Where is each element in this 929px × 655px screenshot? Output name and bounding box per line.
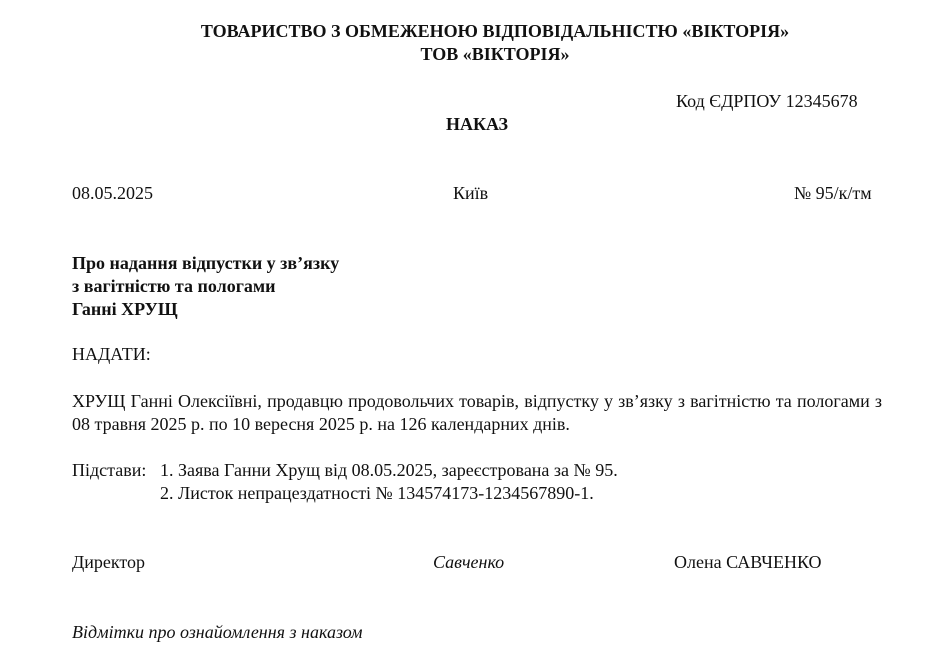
signatory-title: Директор xyxy=(72,552,146,572)
order-body-text: ХРУЩ Ганні Олексіївні, продавцю продовольчих товарів, відпустку у зв’язку з вагітністю та пологами з 08 травня 2025 р. по 10 вересня 2025 р. на 126 календарних днів. xyxy=(72,391,882,434)
subject-line: Про надання відпустки у зв’язку xyxy=(72,253,340,273)
grounds-label: Підстави: xyxy=(72,460,147,480)
grounds-item-number: 1. xyxy=(160,460,174,480)
signatory-name: Олена САВЧЕНКО xyxy=(674,552,822,572)
grounds-item-text: Листок непрацездатності № 134574173-1234567890-1. xyxy=(178,483,594,503)
organization-short-name: ТОВ «ВІКТОРІЯ» xyxy=(420,44,570,64)
subject-line: Ганні ХРУЩ xyxy=(72,299,178,319)
grounds-block xyxy=(72,459,618,505)
acknowledgement-heading: Відмітки про ознайомлення з наказом xyxy=(72,622,363,642)
handwritten-signature: Савченко xyxy=(433,552,505,572)
organization-full-name: ТОВАРИСТВО З ОБМЕЖЕНОЮ ВІДПОВІДАЛЬНІСТЮ «ВІКТОРІЯ» xyxy=(200,21,790,41)
order-date: 08.05.2025 xyxy=(72,183,153,203)
edrpou-code: Код ЄДРПОУ 12345678 xyxy=(676,91,858,111)
order-number: № 95/к/тм xyxy=(794,183,872,203)
subject-line: з вагітністю та пологами xyxy=(72,276,276,296)
order-command: НАДАТИ: xyxy=(72,344,151,364)
grounds-item xyxy=(72,459,618,482)
document-type-title: НАКАЗ xyxy=(445,114,509,134)
grounds-item-number: 2. xyxy=(160,483,174,503)
order-city: Київ xyxy=(453,183,489,203)
grounds-item xyxy=(72,482,618,505)
grounds-item-text: Заява Ганни Хрущ від 08.05.2025, зареєстрована за № 95. xyxy=(178,460,618,480)
order-subject xyxy=(72,252,339,321)
